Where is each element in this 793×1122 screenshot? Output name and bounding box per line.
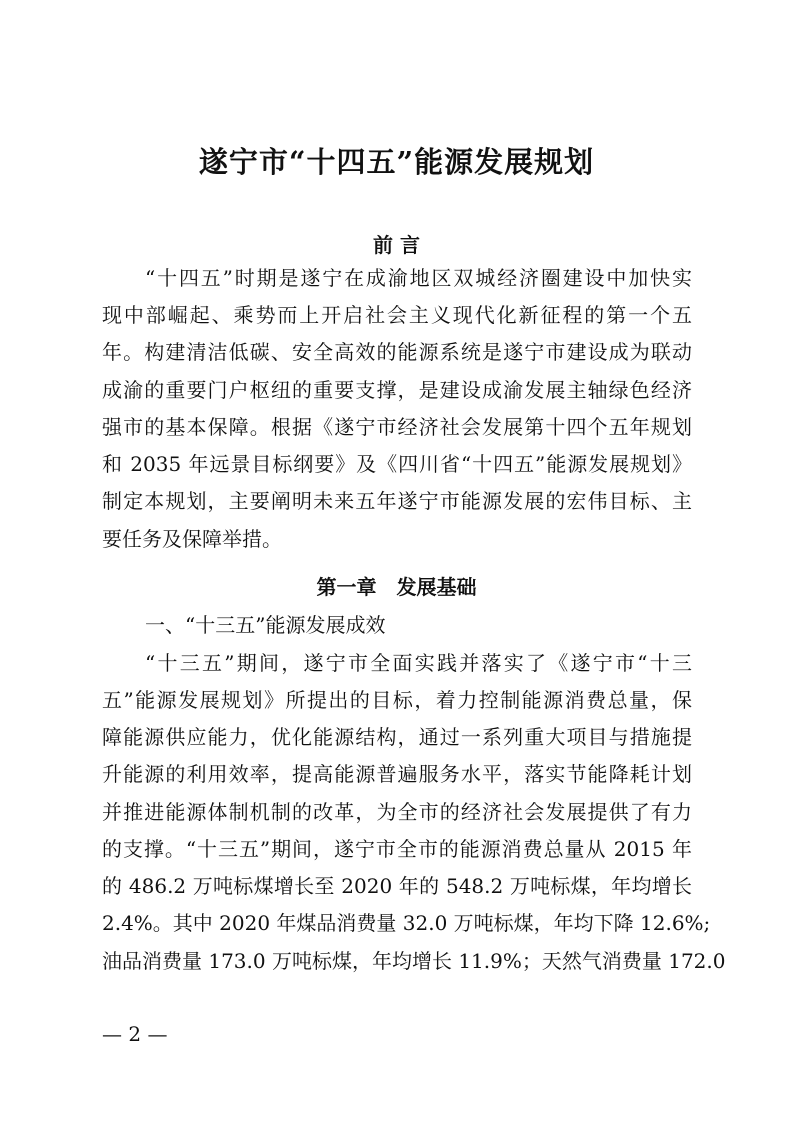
text-line: 障能源供应能力，优化能源结构，通过一系列重大项目与措施提 <box>102 725 692 749</box>
text-line: 2.4%。其中 2020 年煤品消费量 32.0 万吨标煤，年均下降 12.6%; <box>102 911 711 935</box>
text-line: 制定本规划，主要阐明未来五年遂宁市能源发展的宏伟目标、主 <box>102 489 692 513</box>
chapter-heading: 第一章 发展基础 <box>316 575 477 599</box>
page-number: — 2 — <box>102 1022 168 1046</box>
text-line: 和 2035 年远景目标纲要》及《四川省“十四五”能源发展规划》 <box>102 452 692 476</box>
text-line: 五”能源发展规划》所提出的目标，着力控制能源消费总量，保 <box>102 688 692 712</box>
text-line: 油品消费量 173.0 万吨标煤，年均增长 11.9%；天然气消费量 172.0 <box>102 949 726 973</box>
text-line: 升能源的利用效率，提高能源普遍服务水平，落实节能降耗计划 <box>102 762 692 786</box>
text-line: 的 486.2 万吨标煤增长至 2020 年的 548.2 万吨标煤，年均增长 <box>102 874 692 898</box>
text-line: 现中部崛起、乘势而上开启社会主义现代化新征程的第一个五 <box>102 303 692 327</box>
text-line: 要任务及保障举措。 <box>102 527 282 551</box>
text-line: “十三五”期间，遂宁市全面实践并落实了《遂宁市“十三 <box>145 651 692 675</box>
document-title: 遂宁市“十四五”能源发展规划 <box>198 145 595 179</box>
text-line: 成渝的重要门户枢纽的重要支撑，是建设成渝发展主轴绿色经济 <box>102 378 692 402</box>
text-line: 强市的基本保障。根据《遂宁市经济社会发展第十四个五年规划 <box>102 415 692 439</box>
text-line: “十四五”时期是遂宁在成渝地区双城经济圈建设中加快实 <box>145 266 692 290</box>
preface-heading: 前 言 <box>373 233 420 257</box>
text-line: 年。构建清洁低碳、安全高效的能源系统是遂宁市建设成为联动 <box>102 340 692 364</box>
text-line: 并推进能源体制机制的改革，为全市的经济社会发展提供了有力 <box>102 800 692 824</box>
section-heading: 一、“十三五”能源发展成效 <box>145 613 386 637</box>
text-line: 的支撑。“十三五”期间，遂宁市全市的能源消费总量从 2015 年 <box>102 837 692 861</box>
